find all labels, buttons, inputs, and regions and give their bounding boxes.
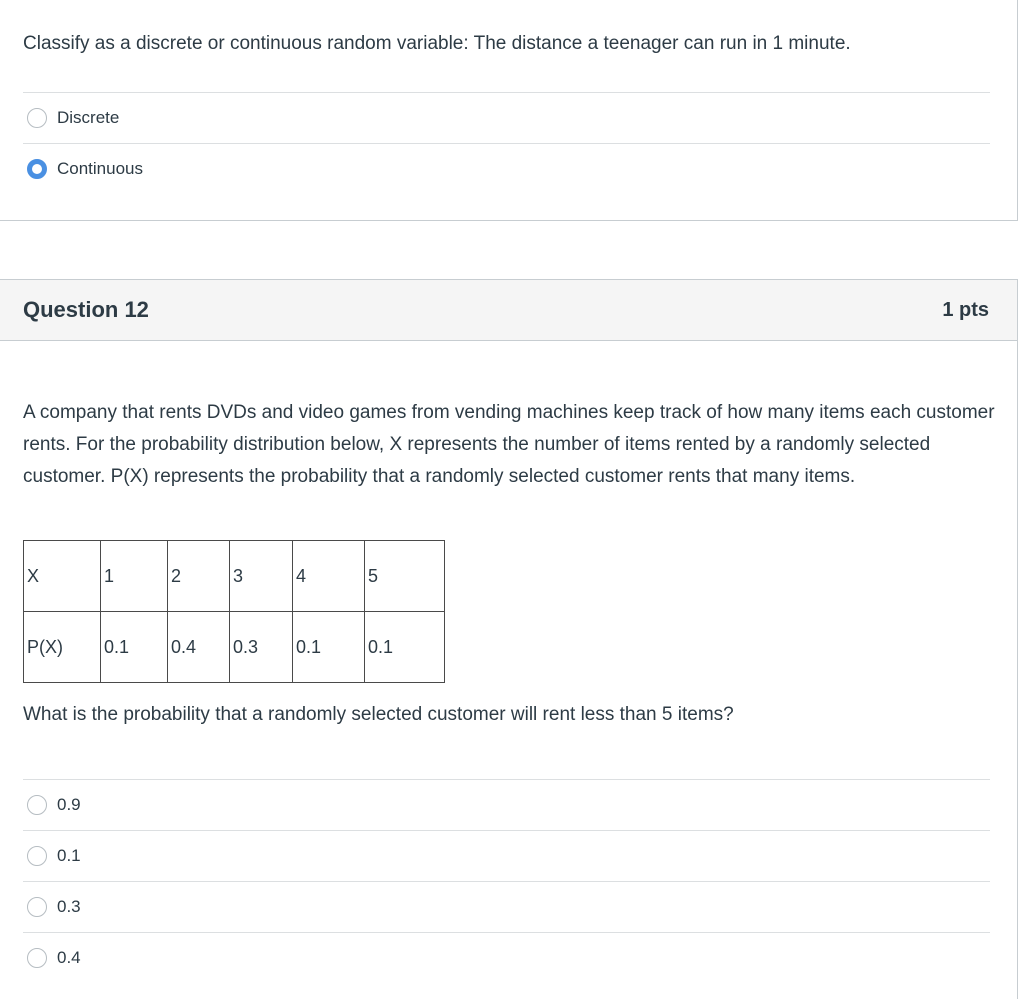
question-prompt: What is the probability that a randomly selected customer will rent less than 5 items? <box>23 704 734 725</box>
table-cell: 0.1 <box>293 612 365 683</box>
question-12-panel <box>0 279 1018 999</box>
answer-option-0-4[interactable] <box>23 932 990 982</box>
answer-option-0-3[interactable] <box>23 881 990 931</box>
radio-unchecked-icon[interactable] <box>27 846 47 866</box>
radio-unchecked-icon[interactable] <box>27 948 47 968</box>
answer-label: 0.1 <box>57 845 81 865</box>
table-cell: 4 <box>293 541 365 612</box>
table-cell: 0.3 <box>230 612 293 683</box>
table-cell: 0.1 <box>365 612 445 683</box>
table-cell: X <box>24 541 101 612</box>
question-11-panel <box>0 0 1018 221</box>
answer-label: Discrete <box>57 107 120 127</box>
radio-checked-icon[interactable] <box>27 159 47 179</box>
table-cell: 5 <box>365 541 445 612</box>
radio-unchecked-icon[interactable] <box>27 897 47 917</box>
table-cell: 0.4 <box>168 612 230 683</box>
question-body-text: A company that rents DVDs and video games from vending machines keep track of how many items each customer rents. For the probability distribution below, X represents the number of items rented by a randomly selected customer. P(X) represents the probability that a randomly selected customer rents that many items. <box>23 402 995 487</box>
table-row-x <box>24 541 445 612</box>
radio-unchecked-icon[interactable] <box>27 108 47 128</box>
table-cell: 1 <box>101 541 168 612</box>
probability-distribution-table <box>23 540 445 683</box>
answer-label: 0.4 <box>57 947 81 967</box>
answer-label: Continuous <box>57 158 144 178</box>
table-cell: P(X) <box>24 612 101 683</box>
answer-option-0-1[interactable] <box>23 830 990 880</box>
question-title: Question 12 <box>23 297 149 322</box>
question-11-text: Classify as a discrete or continuous random variable: The distance a teenager can run in 1 minute. <box>23 33 851 54</box>
radio-unchecked-icon[interactable] <box>27 795 47 815</box>
answer-option-continuous[interactable] <box>23 143 990 193</box>
table-row-p <box>24 612 445 683</box>
table-cell: 2 <box>168 541 230 612</box>
answer-option-0-9[interactable] <box>23 779 990 829</box>
table-cell: 0.1 <box>101 612 168 683</box>
question-header <box>0 280 1017 341</box>
answer-option-discrete[interactable] <box>23 92 990 142</box>
table-cell: 3 <box>230 541 293 612</box>
answer-label: 0.3 <box>57 896 81 916</box>
answer-label: 0.9 <box>57 794 81 814</box>
question-points: 1 pts <box>942 299 989 321</box>
